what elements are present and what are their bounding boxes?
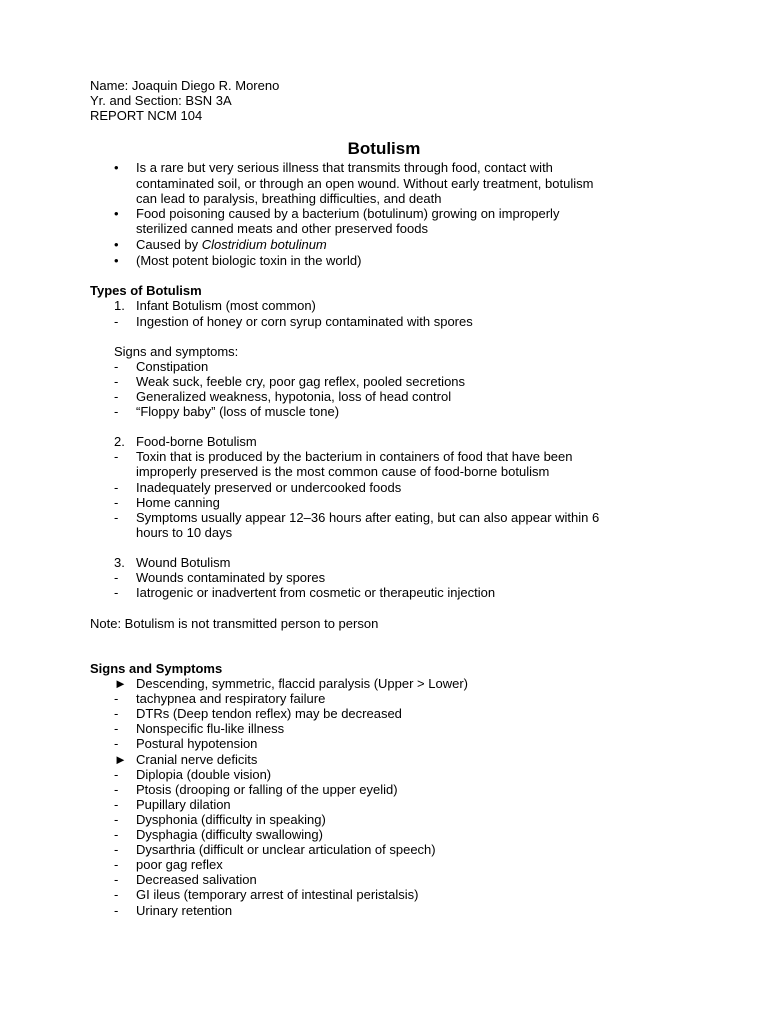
dash-marker: -: [114, 374, 119, 389]
dash-marker: -: [114, 721, 119, 737]
symptom-text: Nonspecific flu-like illness: [136, 721, 285, 737]
arrow-bullet-icon: ►: [114, 676, 127, 691]
type-label: Wound Botulism: [136, 555, 231, 570]
dash-marker: -: [114, 314, 119, 329]
symptom-text: DTRs (Deep tendon reflex) may be decreased: [136, 706, 402, 722]
symptom-text: GI ileus (temporary arrest of intestinal peristalsis): [136, 887, 419, 903]
dash-marker: -: [114, 495, 119, 510]
intro-bullet-line: (Most potent biologic toxin in the world): [136, 253, 362, 268]
intro-bullet-line: Food poisoning caused by a bacterium (botulinum) growing on improperly: [136, 206, 560, 221]
dash-marker: -: [114, 857, 119, 873]
bullet-icon: •: [114, 253, 119, 268]
dash-marker: -: [114, 887, 119, 903]
dash-item-text: hours to 10 days: [136, 525, 233, 540]
infant-signs-label: Signs and symptoms:: [114, 344, 239, 359]
dash-marker: -: [114, 811, 119, 827]
intro-bullet-line: Is a rare but very serious illness that transmits through food, contact with: [136, 160, 553, 175]
dash-marker: -: [114, 449, 119, 464]
symptom-text: poor gag reflex: [136, 857, 223, 873]
intro-bullet-line: [136, 237, 327, 252]
symptom-text: Decreased salivation: [136, 872, 257, 888]
dash-item-text: Weak suck, feeble cry, poor gag reflex, pooled secretions: [136, 374, 466, 389]
student-name: Name: Joaquin Diego R. Moreno: [90, 78, 280, 93]
dash-marker: -: [114, 766, 119, 782]
dash-marker: -: [114, 389, 119, 404]
symptom-text: Dysphonia (difficulty in speaking): [136, 811, 326, 827]
transmission-note: Note: Botulism is not transmitted person to person: [90, 616, 379, 631]
dash-marker: -: [114, 510, 119, 525]
symptom-text: Diplopia (double vision): [136, 766, 272, 782]
dash-marker: -: [114, 902, 119, 918]
dash-marker: -: [114, 827, 119, 842]
dash-item-text: improperly preserved is the most common cause of food-borne botulism: [136, 464, 550, 479]
bullet-icon: •: [114, 237, 119, 252]
bullet-icon: •: [114, 160, 119, 175]
dash-item-text: Inadequately preserved or undercooked foods: [136, 480, 402, 495]
dash-item-text: Ingestion of honey or corn syrup contaminated with spores: [136, 314, 473, 329]
organism-name: Clostridium botulinum: [201, 237, 327, 252]
document-title: Botulism: [347, 139, 421, 158]
year-section: Yr. and Section: BSN 3A: [90, 93, 232, 108]
cause-prefix: Caused by: [136, 237, 202, 252]
type-number: 2.: [114, 434, 125, 449]
dash-marker: -: [114, 872, 119, 888]
dash-marker: -: [114, 842, 119, 858]
dash-marker: -: [114, 736, 119, 752]
report-code: REPORT NCM 104: [90, 108, 203, 123]
types-heading: Types of Botulism: [90, 283, 202, 298]
symptom-text: Dysarthria (difficult or unclear articulation of speech): [136, 842, 436, 858]
dash-marker: -: [114, 691, 119, 707]
symptom-text: tachypnea and respiratory failure: [136, 691, 326, 707]
type-number: 3.: [114, 555, 125, 570]
intro-bullet-line: contaminated soil, or through an open wound. Without early treatment, botulism: [136, 176, 594, 191]
symptom-text: Cranial nerve deficits: [136, 751, 258, 767]
dash-marker: -: [114, 796, 119, 812]
dash-item-text: Toxin that is produced by the bacterium in containers of food that have been: [136, 449, 573, 464]
dash-marker: -: [114, 480, 119, 495]
signs-heading: Signs and Symptoms: [90, 661, 223, 676]
intro-bullet-line: sterilized canned meats and other preserved foods: [136, 221, 428, 236]
dash-marker: -: [114, 404, 119, 419]
dash-item-text: Symptoms usually appear 12–36 hours after eating, but can also appear within 6: [136, 510, 600, 525]
dash-item-text: Generalized weakness, hypotonia, loss of head control: [136, 389, 452, 404]
intro-bullet-line: can lead to paralysis, breathing difficulties, and death: [136, 191, 442, 206]
symptom-text: Ptosis (drooping or falling of the upper eyelid): [136, 781, 398, 797]
type-label: Food-borne Botulism: [136, 434, 257, 449]
symptom-text: Urinary retention: [136, 902, 233, 918]
symptom-text: Pupillary dilation: [136, 796, 231, 812]
dash-item-text: Iatrogenic or inadvertent from cosmetic or therapeutic injection: [136, 585, 496, 600]
dash-item-text: “Floppy baby” (loss of muscle tone): [136, 404, 340, 419]
dash-marker: -: [114, 781, 119, 797]
arrow-bullet-icon: ►: [114, 751, 127, 767]
bullet-icon: •: [114, 206, 119, 221]
dash-item-text: Home canning: [136, 495, 220, 510]
dash-marker: -: [114, 706, 119, 722]
type-label: Infant Botulism (most common): [136, 298, 316, 313]
dash-item-text: Constipation: [136, 359, 209, 374]
dash-marker: -: [114, 570, 119, 585]
symptom-text: Postural hypotension: [136, 736, 258, 752]
symptom-text: Descending, symmetric, flaccid paralysis (Upper > Lower): [136, 676, 468, 691]
type-number: 1.: [114, 298, 125, 313]
dash-marker: -: [114, 585, 119, 600]
symptom-text: Dysphagia (difficulty swallowing): [136, 827, 323, 842]
dash-marker: -: [114, 359, 119, 374]
dash-item-text: Wounds contaminated by spores: [136, 570, 326, 585]
